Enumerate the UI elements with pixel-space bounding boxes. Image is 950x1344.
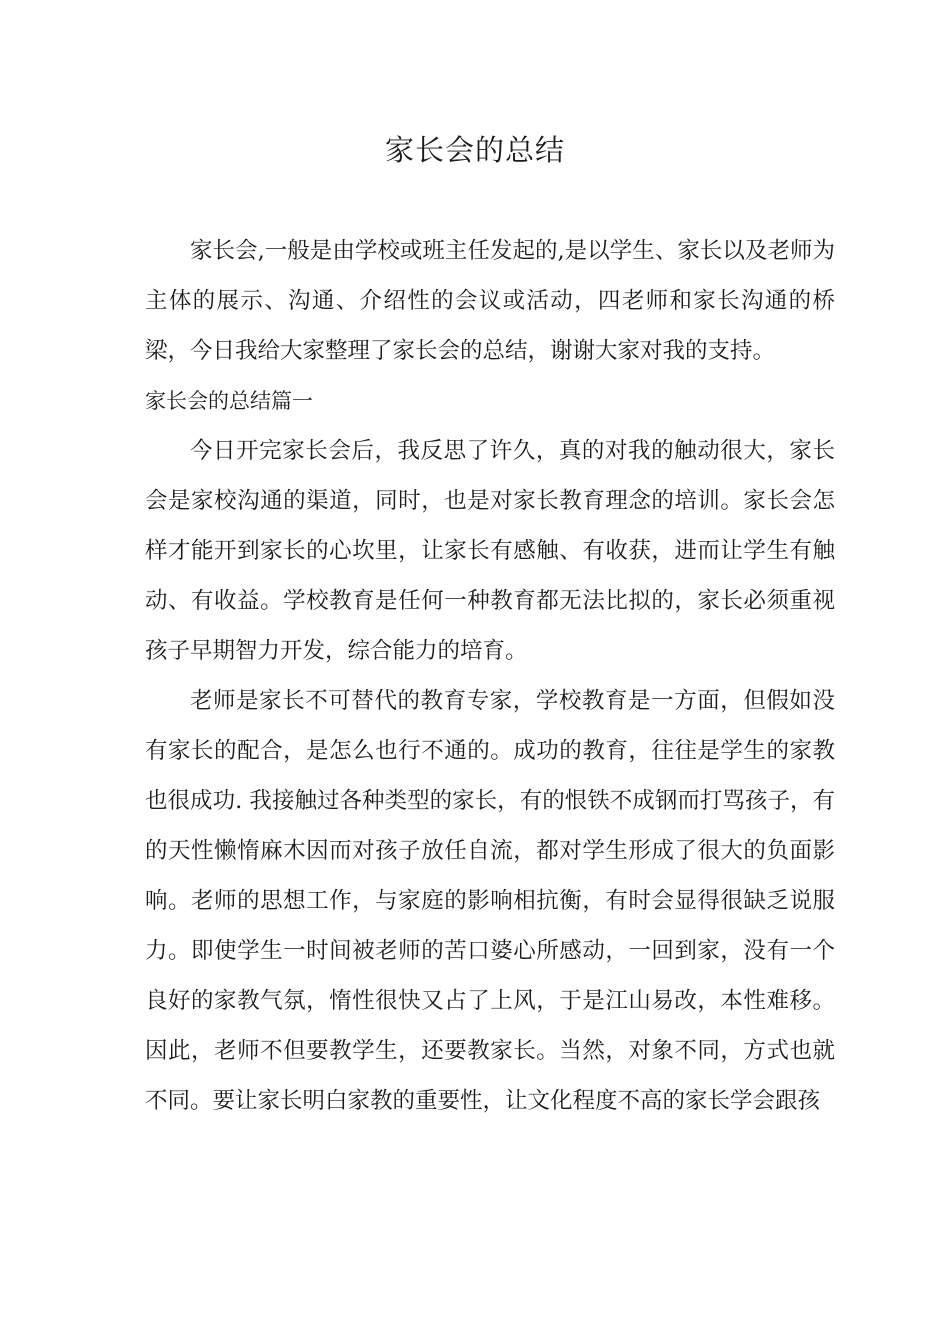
document-body: [145, 226, 835, 1126]
intro-paragraph: 家长会,一般是由学校或班主任发起的,是以学生、家长以及老师为主体的展示、沟通、介绍性的会议或活动，四老师和家长沟通的桥梁，今日我给大家整理了家长会的总结，谢谢大家对我的支持。: [145, 238, 835, 364]
document-title: 家长会的总结: [384, 133, 565, 167]
body-paragraph-1: 今日开完家长会后，我反思了许久，真的对我的触动很大，家长会是家校沟通的渠道，同时，也是对家长教育理念的培训。家长会怎样才能开到家长的心坎里，让家长有感触、有收获，进而让学生有触动、有收益。学校教育是任何一种教育都无法比拟的，家长必须重视孩子早期智力开发，综合能力的培育。: [145, 438, 835, 664]
body-paragraph-2: 老师是家长不可替代的教育专家，学校教育是一方面，但假如没有家长的配合，是怎么也行不通的。成功的教育，往往是学生的家教也很成功. 我接触过各种类型的家长，有的恨铁不成钢而打骂孩子，有的天性懒惰麻木因而对孩子放任自流，都对学生形成了很大的负面影响。老师的思想工作，与家庭的影响相抗衡，有时会显得很缺乏说服力。即使学生一时间被老师的苦口婆心所感动，一回到家，没有一个良好的家教气氛，惰性很快又占了上风，于是江山易改，本性难移。因此，老师不但要教学生，还要教家长。当然，对象不同，方式也就不同。要让家长明白家教的重要性，让文化程度不高的家长学会跟孩: [145, 688, 835, 1114]
section-heading: 家长会的总结篇一: [145, 389, 313, 413]
